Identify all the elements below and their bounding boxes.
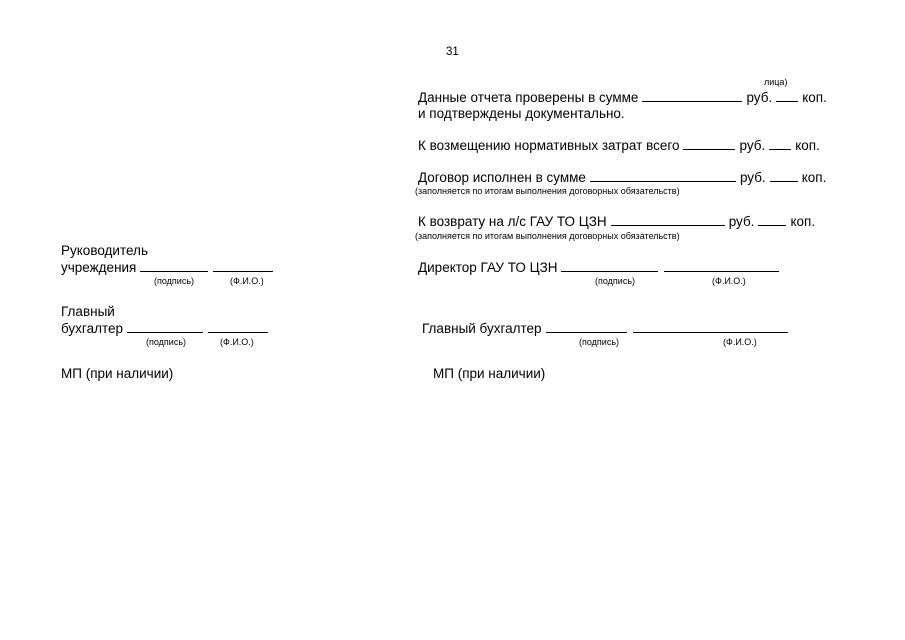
cut-text: лица) (764, 77, 788, 87)
contract-rub: руб. (739, 170, 766, 185)
verify-line2: и подтверждены документально. (418, 106, 625, 121)
return-kop-field (758, 214, 786, 226)
director-line (418, 260, 783, 276)
head-fio-field (213, 260, 273, 272)
director-fio-field (664, 260, 779, 272)
return-line (418, 214, 815, 230)
contract-kop: коп. (801, 170, 827, 185)
accountant-sign-caption: (подпись) (146, 337, 187, 347)
chief-accountant-fio-field (633, 321, 788, 333)
director-sign-field (561, 260, 658, 272)
contract-amount-field (590, 170, 736, 182)
head-line (61, 260, 277, 276)
accountant-line (61, 321, 272, 337)
verify-amount-field (642, 90, 742, 102)
head-sign-caption: (подпись) (154, 276, 195, 286)
head-fio-caption: (Ф.И.О.) (230, 276, 264, 286)
left-stamp: МП (при наличии) (61, 366, 174, 381)
director-label: Директор ГАУ ТО ЦЗН (418, 260, 558, 275)
accountant-title-2: бухгалтер (61, 321, 123, 336)
accountant-fio-field (208, 321, 268, 333)
reimb-rub: руб. (739, 138, 766, 153)
verify-kop: коп. (802, 90, 827, 105)
verify-rub: руб. (746, 90, 773, 105)
reimb-kop: коп. (795, 138, 820, 153)
return-note: (заполняется по итогам выполнения договорных обязательств) (415, 231, 680, 241)
chief-accountant-sign-field (546, 321, 627, 333)
director-sign-caption: (подпись) (595, 276, 636, 286)
contract-label: Договор исполнен в сумме (418, 170, 586, 185)
verify-label: Данные отчета проверены в сумме (418, 90, 639, 105)
accountant-fio-caption: (Ф.И.О.) (220, 337, 254, 347)
chief-accountant-label: Главный бухгалтер (422, 321, 542, 336)
chief-accountant-sign-caption: (подпись) (579, 337, 620, 347)
accountant-sign-field (127, 321, 203, 333)
return-kop: коп. (790, 214, 816, 229)
chief-accountant-fio-caption: (Ф.И.О.) (723, 337, 757, 347)
contract-note: (заполняется по итогам выполнения договорных обязательств) (415, 186, 680, 196)
head-title: Руководитель (61, 243, 148, 258)
right-stamp: МП (при наличии) (433, 366, 546, 381)
director-fio-caption: (Ф.И.О.) (712, 276, 746, 286)
return-label: К возврату на л/с ГАУ ТО ЦЗН (418, 214, 607, 229)
reimb-line (418, 138, 820, 154)
reimb-kop-field (769, 138, 791, 150)
page-number: 31 (446, 46, 459, 58)
contract-kop-field (770, 170, 798, 182)
contract-line (418, 170, 826, 186)
reimb-label: К возмещению нормативных затрат всего (418, 138, 680, 153)
head-title-2: учреждения (61, 260, 137, 275)
reimb-amount-field (683, 138, 735, 150)
return-rub: руб. (728, 214, 755, 229)
accountant-title: Главный (61, 304, 115, 319)
verify-kop-field (776, 90, 798, 102)
head-sign-field (140, 260, 208, 272)
chief-accountant-line (422, 321, 792, 337)
return-amount-field (611, 214, 725, 226)
verify-line (418, 90, 827, 106)
